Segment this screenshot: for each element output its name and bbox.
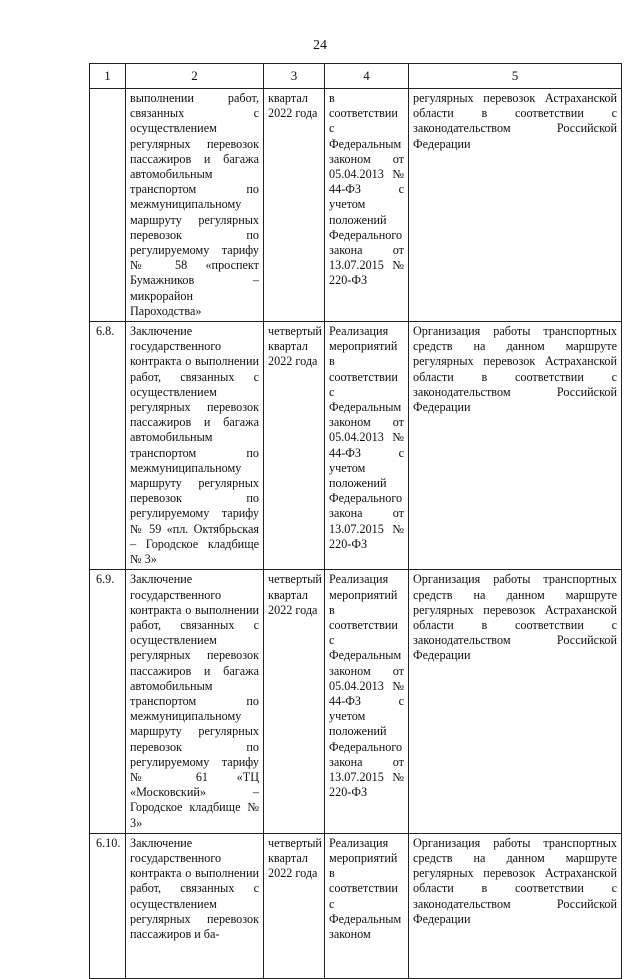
measures-table bbox=[89, 63, 622, 979]
column-header: 4 bbox=[325, 64, 409, 89]
measure-description: Заключение государственного контракта о выполнении работ, связанных с осуществлением регулярных перевозок пассажиров и багажа автомобильным транспортом по межмуниципальному маршруту регулярных перевозок по регулируемому тарифу № 61 «ТЦ «Московский» – Городское кладбище № 3» bbox=[126, 570, 264, 833]
execution-period: квартал 2022 года bbox=[264, 89, 325, 322]
page-number: 24 bbox=[313, 38, 327, 53]
column-header: 5 bbox=[409, 64, 622, 89]
table-row bbox=[90, 570, 622, 833]
execution-period: четвертый квартал 2022 года bbox=[264, 833, 325, 978]
expected-result: Организация работы транспортных средств на данном маршруте регулярных перевозок Астраханской области в соответствии с законодательством Российской Федерации bbox=[409, 570, 622, 833]
measure-description: Заключение государственного контракта о выполнении работ, связанных с осуществлением регулярных перевозок пассажиров и багажа автомобильным транспортом по межмуниципальному маршруту регулярных перевозок по регулируемому тарифу № 59 «пл. Октябрьская – Городское кладбище № 3» bbox=[126, 322, 264, 570]
row-number: 6.10. bbox=[90, 833, 126, 978]
row-number: 6.8. bbox=[90, 322, 126, 570]
table-header-row bbox=[90, 64, 622, 89]
expected-result: регулярных перевозок Астраханской области в соответствии с законодательством Российской Федерации bbox=[409, 89, 622, 322]
implementation-basis: Реализация мероприятий в соответствии с Федеральным законом от 05.04.2013 № 44-ФЗ с учетом положений Федерального закона от 13.07.2015 № 220-ФЗ bbox=[325, 570, 409, 833]
implementation-basis: Реализация мероприятий в соответствии с Федеральным законом bbox=[325, 833, 409, 978]
measure-description: Заключение государственного контракта о выполнении работ, связанных с осуществлением регулярных перевозок пассажиров и ба- bbox=[126, 833, 264, 978]
row-number: 6.9. bbox=[90, 570, 126, 833]
table-row bbox=[90, 89, 622, 322]
execution-period: четвертый квартал 2022 года bbox=[264, 570, 325, 833]
expected-result: Организация работы транспортных средств на данном маршруте регулярных перевозок Астраханской области в соответствии с законодательством Российской Федерации bbox=[409, 322, 622, 570]
table-row bbox=[90, 322, 622, 570]
column-header: 2 bbox=[126, 64, 264, 89]
column-header: 1 bbox=[90, 64, 126, 89]
implementation-basis: в соответствии с Федеральным законом от 05.04.2013 № 44-ФЗ с учетом положений Федерального закона от 13.07.2015 № 220-ФЗ bbox=[325, 89, 409, 322]
measure-description: выполнении работ, связанных с осуществлением регулярных перевозок пассажиров и багажа автомобильным транспортом по межмуниципальному маршруту регулярных перевозок по регулируемому тарифу № 58 «проспект Бумажников – микрорайон Пароходства» bbox=[126, 89, 264, 322]
implementation-basis: Реализация мероприятий в соответствии с Федеральным законом от 05.04.2013 № 44-ФЗ с учетом положений Федерального закона от 13.07.2015 № 220-ФЗ bbox=[325, 322, 409, 570]
execution-period: четвертый квартал 2022 года bbox=[264, 322, 325, 570]
expected-result: Организация работы транспортных средств на данном маршруте регулярных перевозок Астраханской области в соответствии с законодательством Российской Федерации bbox=[409, 833, 622, 978]
table-row bbox=[90, 833, 622, 978]
row-number bbox=[90, 89, 126, 322]
column-header: 3 bbox=[264, 64, 325, 89]
